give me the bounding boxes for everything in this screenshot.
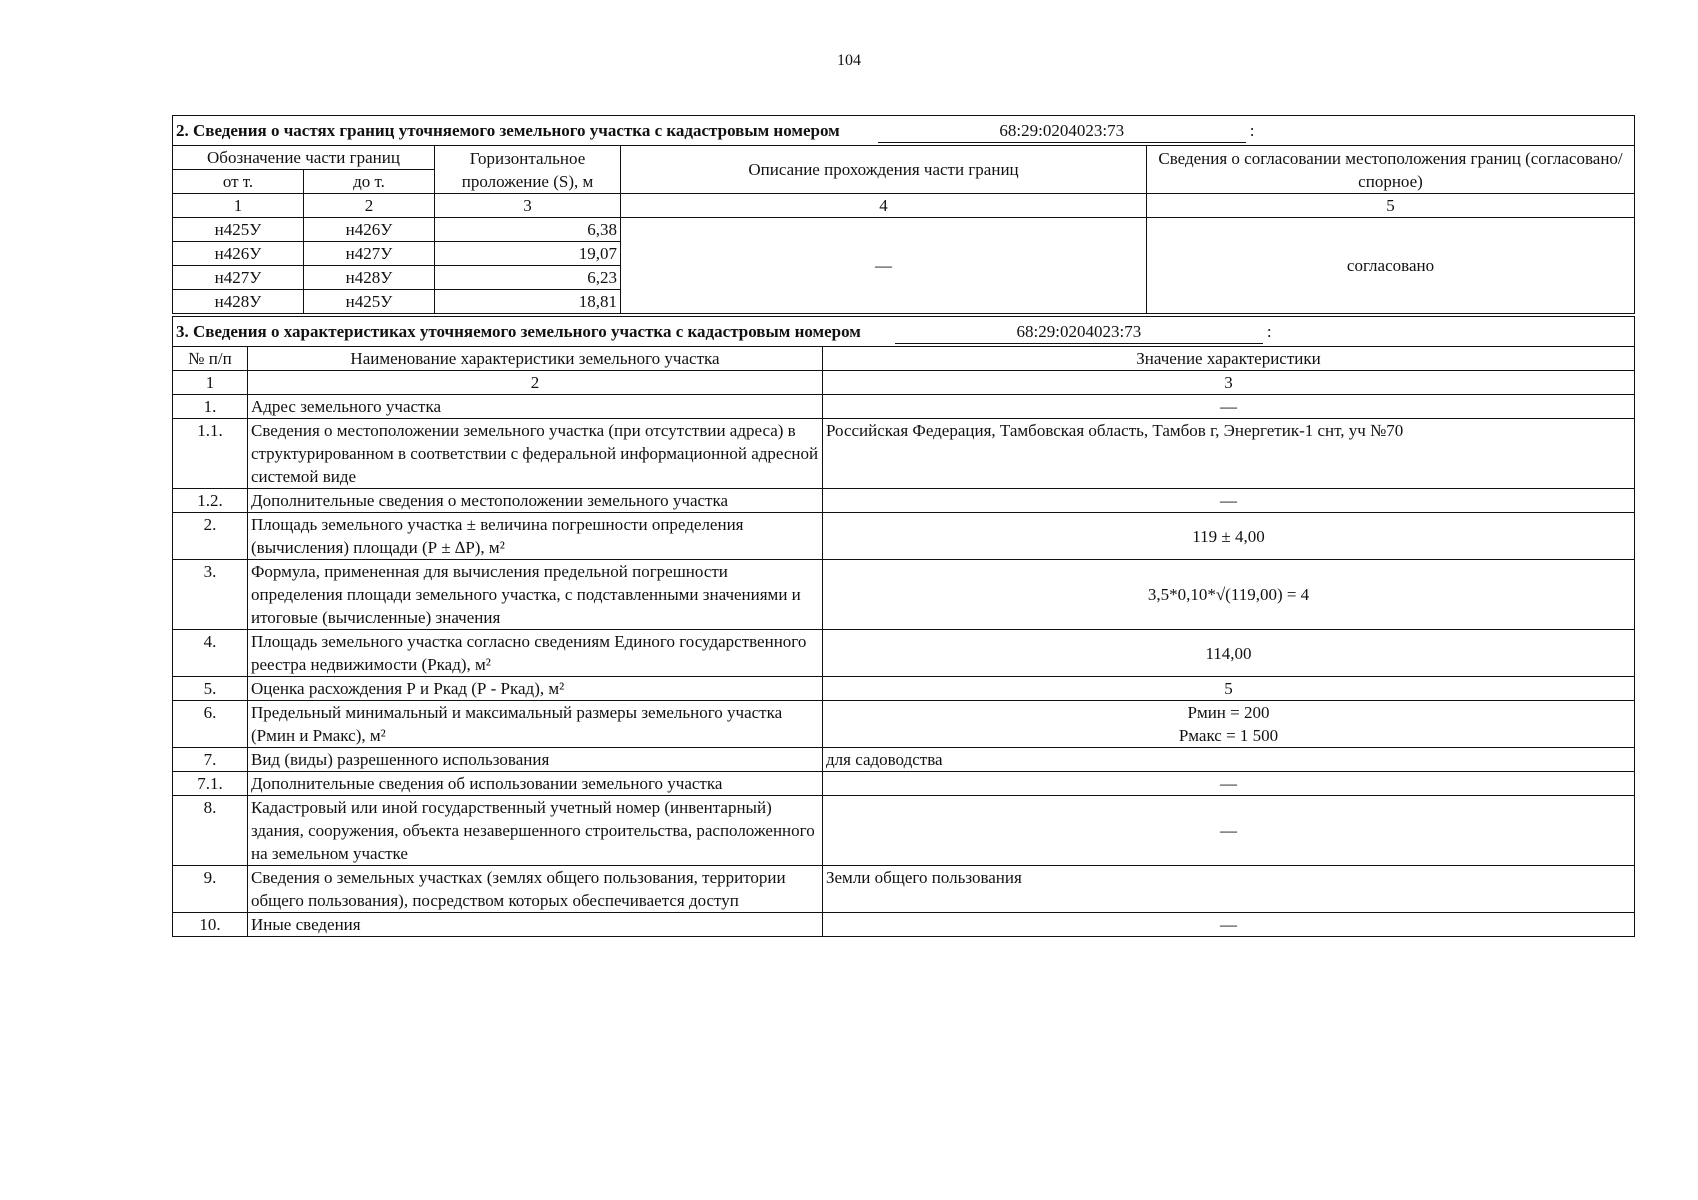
row-number: 1.1. — [173, 419, 248, 489]
row-number: 7. — [173, 748, 248, 772]
table-row — [173, 866, 1635, 913]
characteristic-name: Адрес земельного участка — [248, 395, 823, 419]
column-number: 4 — [621, 194, 1147, 218]
horizontal-length: 19,07 — [435, 242, 621, 266]
table-row — [173, 748, 1635, 772]
from-point: н427У — [173, 266, 304, 290]
max-size-value: Рмакс = 1 500 — [1178, 726, 1279, 745]
header-description: Описание прохождения части границ — [621, 146, 1147, 194]
column-number-row — [173, 371, 1635, 395]
horizontal-length: 6,23 — [435, 266, 621, 290]
from-point: н426У — [173, 242, 304, 266]
row-number: 8. — [173, 796, 248, 866]
to-point: н427У — [304, 242, 435, 266]
characteristic-value: — — [823, 796, 1635, 866]
characteristic-name: Дополнительные сведения о местоположении земельного участка — [248, 489, 823, 513]
table-row — [173, 677, 1635, 701]
characteristic-value: — — [823, 489, 1635, 513]
table-row — [173, 560, 1635, 630]
section2-title-cell — [173, 116, 1635, 146]
column-number-row — [173, 194, 1635, 218]
characteristic-name: Оценка расхождения Р и Ркад (Р - Ркад), м² — [248, 677, 823, 701]
characteristic-name: Сведения о местоположении земельного участка (при отсутствии адреса) в структурированном в соответствии с федеральной информационной адресной системой виде — [248, 419, 823, 489]
table-row — [173, 489, 1635, 513]
row-number: 9. — [173, 866, 248, 913]
characteristic-value: 119 ± 4,00 — [823, 513, 1635, 560]
row-number: 5. — [173, 677, 248, 701]
characteristic-value: — — [823, 913, 1635, 937]
header-to-point: до т. — [304, 170, 435, 194]
row-number: 7.1. — [173, 772, 248, 796]
characteristic-value: Российская Федерация, Тамбовская область, Тамбов г, Энергетик-1 снт, уч №70 — [823, 419, 1635, 489]
from-point: н425У — [173, 218, 304, 242]
section3-title: 3. Сведения о характеристиках уточняемого земельного участка с кадастровым номером — [176, 321, 861, 341]
column-number: 2 — [248, 371, 823, 395]
characteristic-value: — — [823, 772, 1635, 796]
section2-title: 2. Сведения о частях границ уточняемого земельного участка с кадастровым номером — [176, 120, 840, 140]
row-number: 4. — [173, 630, 248, 677]
section3-title-cell — [173, 317, 1635, 347]
table-row — [173, 395, 1635, 419]
header-name: Наименование характеристики земельного участка — [248, 347, 823, 371]
characteristic-name: Формула, примененная для вычисления предельной погрешности определения площади земельного участка, с подставленными значениями и итоговые (вычисленные) значения — [248, 560, 823, 630]
row-number: 10. — [173, 913, 248, 937]
table-row — [173, 218, 1635, 242]
header-number: № п/п — [173, 347, 248, 371]
characteristic-name: Предельный минимальный и максимальный размеры земельного участка (Рмин и Рмакс), м² — [248, 701, 823, 748]
min-size-value: Рмин = 200 — [1187, 703, 1270, 722]
agreement-value: согласовано — [1147, 218, 1635, 314]
column-number: 1 — [173, 371, 248, 395]
characteristics-table — [172, 316, 1635, 937]
characteristic-name: Иные сведения — [248, 913, 823, 937]
table-row — [173, 913, 1635, 937]
characteristic-value: 3,5*0,10*√(119,00) = 4 — [823, 560, 1635, 630]
header-agreement: Сведения о согласовании местоположения границ (согласовано/спорное) — [1147, 146, 1635, 194]
characteristic-value: 5 — [823, 677, 1635, 701]
section2-cadastral-number: 68:29:0204023:73 — [878, 119, 1246, 143]
characteristic-value: Земли общего пользования — [823, 866, 1635, 913]
boundary-parts-table — [172, 115, 1635, 314]
to-point: н425У — [304, 290, 435, 314]
to-point: н426У — [304, 218, 435, 242]
column-number: 2 — [304, 194, 435, 218]
row-number: 1. — [173, 395, 248, 419]
table-row — [173, 513, 1635, 560]
row-number: 2. — [173, 513, 248, 560]
characteristic-name: Площадь земельного участка согласно сведениям Единого государственного реестра недвижимости (Ркад), м² — [248, 630, 823, 677]
column-number: 3 — [435, 194, 621, 218]
characteristic-value: 114,00 — [823, 630, 1635, 677]
row-number: 6. — [173, 701, 248, 748]
row-number: 3. — [173, 560, 248, 630]
section3-cadastral-number: 68:29:0204023:73 — [895, 320, 1263, 344]
header-horizontal-length: Горизонтальное проложение (S), м — [435, 146, 621, 194]
description-value: — — [621, 218, 1147, 314]
table-row — [173, 796, 1635, 866]
row-number: 1.2. — [173, 489, 248, 513]
from-point: н428У — [173, 290, 304, 314]
characteristic-name: Дополнительные сведения об использовании земельного участка — [248, 772, 823, 796]
section3-title-suffix: : — [1266, 321, 1272, 341]
characteristic-name: Кадастровый или иной государственный учетный номер (инвентарный) здания, сооружения, объекта незавершенного строительства, расположенного на земельном участке — [248, 796, 823, 866]
header-value: Значение характеристики — [823, 347, 1635, 371]
horizontal-length: 18,81 — [435, 290, 621, 314]
column-number: 3 — [823, 371, 1635, 395]
characteristic-value: — — [823, 395, 1635, 419]
section2-title-suffix: : — [1249, 120, 1255, 140]
characteristic-name: Сведения о земельных участках (землях общего пользования, территории общего пользования), посредством которых обеспечивается доступ — [248, 866, 823, 913]
characteristic-name: Вид (виды) разрешенного использования — [248, 748, 823, 772]
characteristic-value-cell — [823, 701, 1635, 748]
table-row — [173, 419, 1635, 489]
column-number: 5 — [1147, 194, 1635, 218]
header-part-designation: Обозначение части границ — [173, 146, 435, 170]
characteristic-name: Площадь земельного участка ± величина погрешности определения (вычисления) площади (Р ± ∆Р), м² — [248, 513, 823, 560]
characteristic-value: для садоводства — [823, 748, 1635, 772]
table-row — [173, 701, 1635, 748]
horizontal-length: 6,38 — [435, 218, 621, 242]
table-row — [173, 630, 1635, 677]
column-number: 1 — [173, 194, 304, 218]
page-number: 104 — [837, 52, 861, 69]
to-point: н428У — [304, 266, 435, 290]
header-from-point: от т. — [173, 170, 304, 194]
table-row — [173, 772, 1635, 796]
